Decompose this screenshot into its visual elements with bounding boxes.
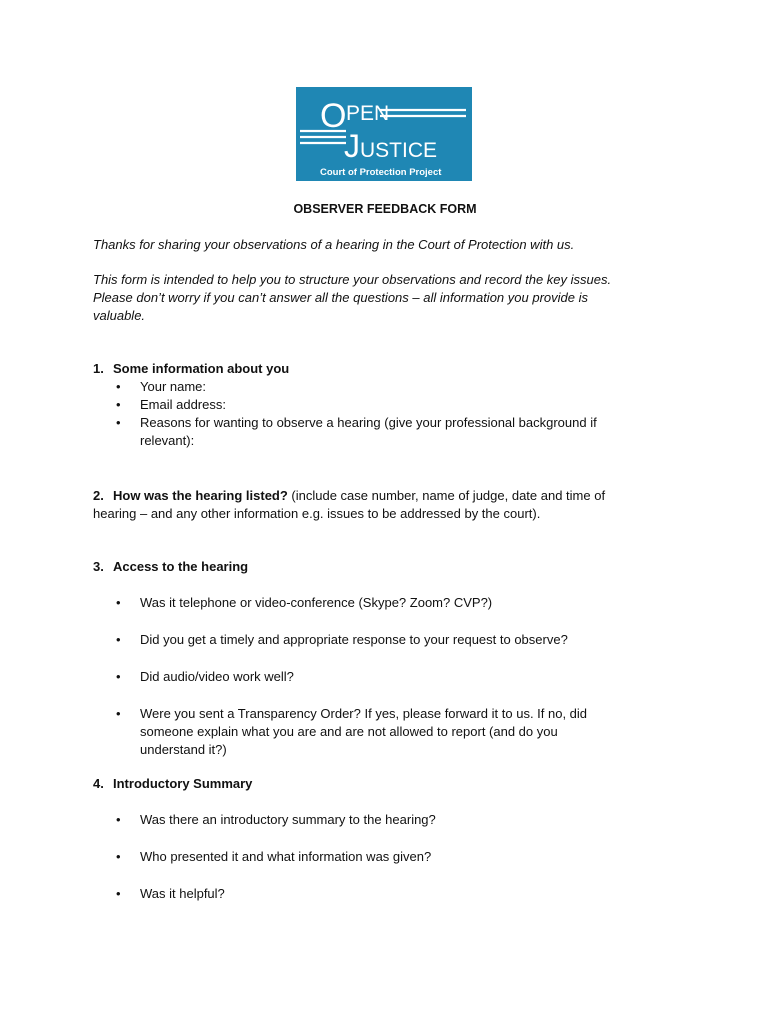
- list-item-text: Your name:: [140, 379, 207, 394]
- form-title: OBSERVER FEEDBACK FORM: [293, 202, 477, 216]
- list-item-text: Reasons for wanting to observe a hearing (give your professional background if: [140, 415, 597, 430]
- list-item: [93, 594, 673, 612]
- section-3-list: [93, 594, 673, 759]
- section-4-title: Introductory Summary: [113, 776, 253, 791]
- section-3-heading: [93, 558, 673, 576]
- bullet-icon: •: [116, 669, 121, 684]
- logo-open-text: O: [320, 97, 347, 135]
- list-item: [93, 705, 673, 723]
- section-1-heading: [93, 360, 673, 378]
- list-item: [93, 631, 673, 649]
- list-item-continuation: [93, 432, 673, 450]
- list-item-continuation: [93, 723, 673, 741]
- intro-text-2-line-3: valuable.: [93, 308, 146, 323]
- list-item-text: Did audio/video work well?: [140, 669, 294, 684]
- section-2-text-1: (include case number, name of judge, date and time of: [287, 488, 606, 503]
- list-item: [93, 396, 673, 414]
- list-item-text: Was it telephone or video-conference (Skype? Zoom? CVP?): [140, 595, 493, 610]
- intro-text-2-line-2: Please don’t worry if you can’t answer all the questions – all information you provide is: [93, 290, 588, 305]
- section-1-title: Some information about you: [113, 361, 290, 376]
- open-justice-logo: [296, 87, 472, 181]
- list-item: [93, 811, 673, 829]
- list-item-text: Were you sent a Transparency Order? If yes, please forward it to us. If no, did: [140, 706, 588, 721]
- list-item: [93, 414, 673, 432]
- list-item-text: relevant):: [140, 433, 195, 448]
- section-hearing-listed: [93, 487, 673, 523]
- bullet-icon: •: [116, 886, 121, 901]
- list-item-continuation: [93, 741, 673, 759]
- list-item-text: Who presented it and what information was given?: [140, 849, 432, 864]
- bullet-icon: •: [116, 415, 121, 430]
- list-item: [93, 885, 673, 903]
- list-item-text: Email address:: [140, 397, 226, 412]
- section-about-you: [93, 360, 673, 450]
- section-4-number: 4.: [93, 776, 104, 791]
- list-item: [93, 378, 673, 396]
- intro-text-2-line-1: This form is intended to help you to structure your observations and record the key issues.: [93, 272, 612, 287]
- bullet-icon: •: [116, 632, 121, 647]
- logo-graphic: [296, 87, 472, 181]
- bullet-icon: •: [116, 849, 121, 864]
- bullet-icon: •: [116, 706, 121, 721]
- bullet-icon: •: [116, 595, 121, 610]
- logo-subtitle: Court of Protection Project: [320, 167, 442, 178]
- intro-paragraph-2: [93, 271, 673, 325]
- logo-open-rest: PEN: [346, 102, 390, 125]
- section-4-heading: [93, 775, 673, 793]
- section-1-list: [93, 378, 673, 450]
- section-1-number: 1.: [93, 361, 104, 376]
- list-item: [93, 668, 673, 686]
- section-4-list: [93, 811, 673, 903]
- list-item-text: Was it helpful?: [140, 886, 225, 901]
- bullet-icon: •: [116, 379, 121, 394]
- bullet-icon: •: [116, 397, 121, 412]
- list-item-text: Did you get a timely and appropriate response to your request to observe?: [140, 632, 568, 647]
- bullet-icon: •: [116, 812, 121, 827]
- intro-paragraph-1: [93, 236, 673, 254]
- list-item-text: Was there an introductory summary to the hearing?: [140, 812, 436, 827]
- list-item-text: someone explain what you are and are not allowed to report (and do you: [140, 724, 558, 739]
- logo-justice-j: J: [344, 128, 360, 164]
- list-item: [93, 848, 673, 866]
- section-2-line-1: [93, 487, 673, 505]
- section-3-title: Access to the hearing: [113, 559, 249, 574]
- section-access: [93, 558, 673, 759]
- section-2-number: 2.: [93, 488, 104, 503]
- section-introductory-summary: [93, 775, 673, 903]
- section-2-text-2: hearing – and any other information e.g. issues to be addressed by the court).: [93, 506, 541, 521]
- intro-text-1: Thanks for sharing your observations of a hearing in the Court of Protection with us.: [93, 237, 575, 252]
- section-2-title: How was the hearing listed?: [113, 488, 288, 503]
- section-3-number: 3.: [93, 559, 104, 574]
- logo-justice-rest: USTICE: [360, 139, 438, 162]
- list-item-text: understand it?): [140, 742, 227, 757]
